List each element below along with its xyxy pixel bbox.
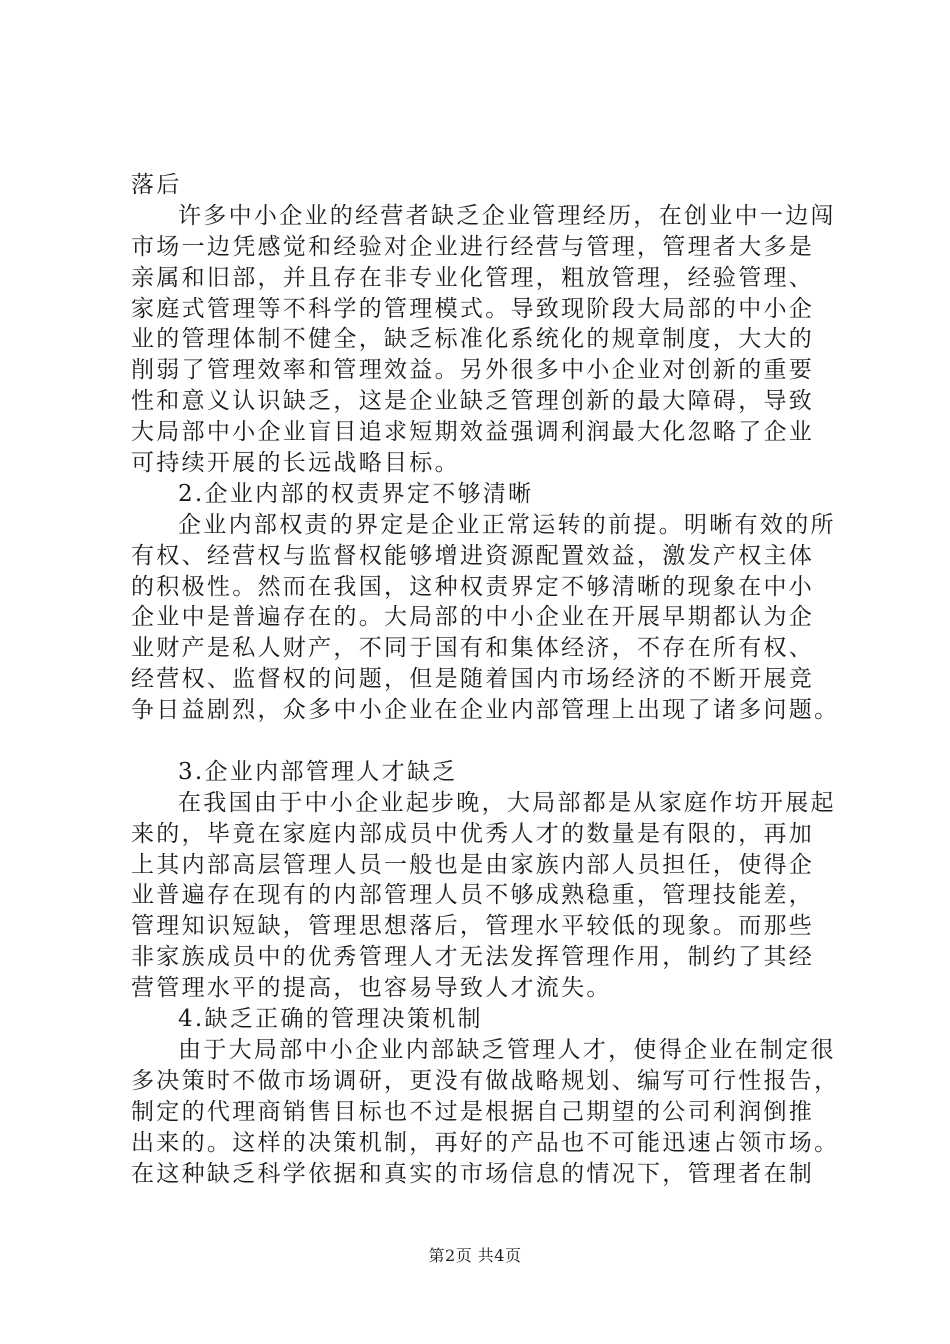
- paragraph-line: 大局部中小企业盲目追求短期效益强调利润最大化忽略了企业: [131, 419, 815, 446]
- paragraph-line: 有权、经营权与监督权能够增进资源配置效益，激发产权主体: [131, 542, 815, 569]
- paragraph-line: 上其内部高层管理人员一般也是由家族内部人员担任，使得企: [131, 851, 815, 878]
- paragraph-line: 亲属和旧部，并且存在非专业化管理，粗放管理，经验管理、: [131, 264, 815, 291]
- paragraph-line: 可持续开展的长远战略目标。: [131, 450, 460, 477]
- body-text: [131, 170, 840, 1189]
- section-heading: 3.企业内部管理人才缺乏: [178, 758, 458, 785]
- paragraph-line: 企业内部权责的界定是企业正常运转的前提。明晰有效的所: [178, 511, 836, 538]
- paragraph-line: 许多中小企业的经营者缺乏企业管理经历，在创业中一边闯: [178, 202, 836, 229]
- page-number: 第2页 共4页: [428, 1246, 522, 1265]
- section-heading: 2.企业内部的权责界定不够清晰: [178, 480, 534, 507]
- paragraph-line: 制定的代理商销售目标也不过是根据自己期望的公司利润倒推: [131, 1098, 815, 1125]
- paragraph-line: 在这种缺乏科学依据和真实的市场信息的情况下，管理者在制: [131, 1160, 815, 1187]
- paragraph-line: 经营权、监督权的问题，但是随着国内市场经济的不断开展竞: [131, 666, 815, 693]
- paragraph-line: 业财产是私人财产，不同于国有和集体经济，不存在所有权、: [131, 635, 815, 662]
- paragraph-line: 削弱了管理效率和管理效益。另外很多中小企业对创新的重要: [131, 357, 815, 384]
- paragraph-line: 来的，毕竟在家庭内部成员中优秀人才的数量是有限的，再加: [131, 820, 815, 847]
- paragraph-line: 争日益剧烈，众多中小企业在企业内部管理上出现了诸多问题。: [131, 697, 840, 724]
- paragraph-line: 性和意义认识缺乏，这是企业缺乏管理创新的最大障碍，导致: [131, 388, 815, 415]
- paragraph-line: 落后: [131, 172, 182, 198]
- paragraph-line: 管理知识短缺，管理思想落后，管理水平较低的现象。而那些: [131, 913, 815, 940]
- paragraph-line: 业的管理体制不健全，缺乏标准化系统化的规章制度，大大的: [131, 326, 815, 353]
- paragraph-line: 由于大局部中小企业内部缺乏管理人才，使得企业在制定很: [178, 1036, 836, 1063]
- section-heading: 4.缺乏正确的管理决策机制: [178, 1006, 483, 1033]
- paragraph-line: 市场一边凭感觉和经验对企业进行经营与管理，管理者大多是: [131, 233, 815, 260]
- paragraph-line: 出来的。这样的决策机制，再好的产品也不可能迅速占领市场。: [131, 1129, 840, 1156]
- paragraph-line: 非家族成员中的优秀管理人才无法发挥管理作用，制约了其经: [131, 944, 815, 971]
- paragraph-line: 多决策时不做市场调研，更没有做战略规划、编写可行性报告，: [131, 1067, 840, 1094]
- paragraph-line: 的积极性。然而在我国，这种权责界定不够清晰的现象在中小: [131, 573, 815, 600]
- blank-line: [131, 726, 831, 757]
- paragraph-line: 在我国由于中小企业起步晚，大局部都是从家庭作坊开展起: [178, 789, 836, 816]
- paragraph-line: 营管理水平的提高，也容易导致人才流失。: [131, 975, 612, 1002]
- paragraph-line: 企业中是普遍存在的。大局部的中小企业在开展早期都认为企: [131, 604, 815, 631]
- paragraph-line: 业普遍存在现有的内部管理人员不够成熟稳重，管理技能差，: [131, 882, 815, 909]
- paragraph-line: 家庭式管理等不科学的管理模式。导致现阶段大局部的中小企: [131, 295, 815, 322]
